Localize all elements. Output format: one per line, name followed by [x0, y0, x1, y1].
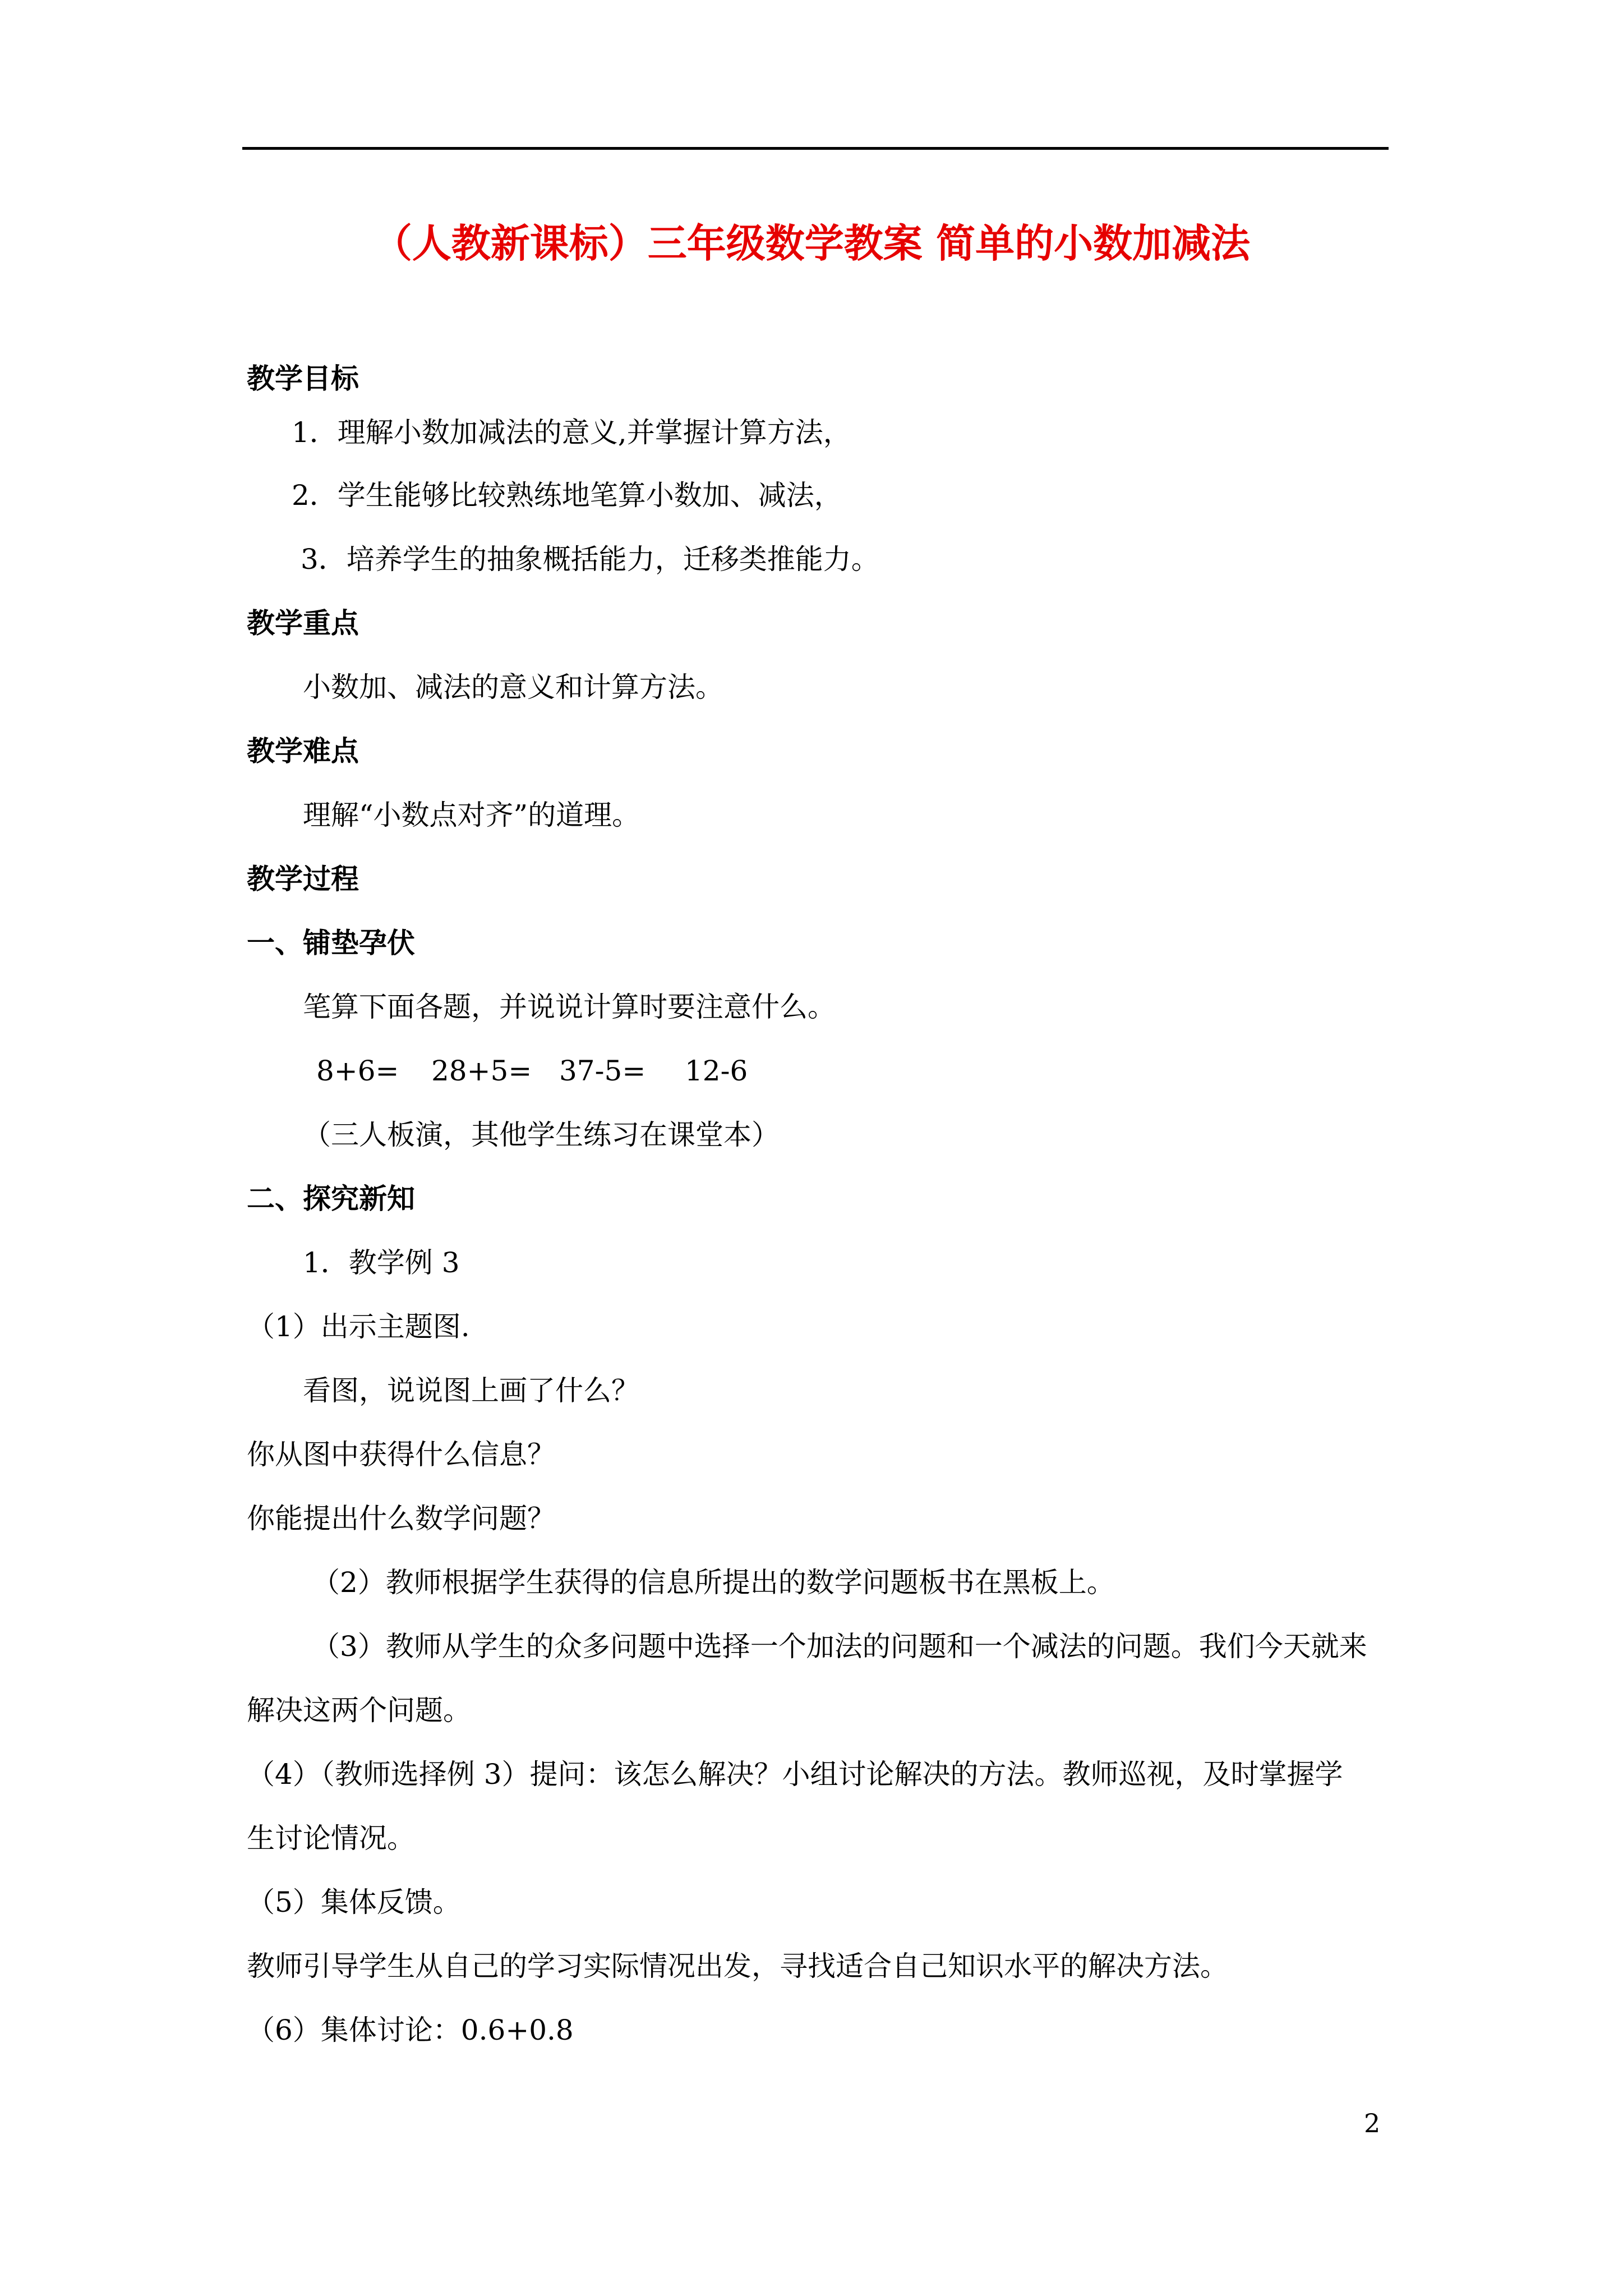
formula-2: 28+5=: [431, 1055, 532, 1087]
page-number: 2: [1364, 2108, 1381, 2138]
goals-heading: 教学目标: [247, 362, 359, 395]
step-5: （5）集体反馈。: [247, 1886, 461, 1918]
step-6: （6）集体讨论：0.6+0.8: [247, 2014, 574, 2046]
step-2: （2）教师根据学生获得的信息所提出的数学问题板书在黑板上。: [312, 1566, 1115, 1599]
process-heading: 教学过程: [247, 862, 359, 895]
part2-heading: 二、探究新知: [247, 1182, 415, 1215]
formula-row: [316, 1053, 748, 1088]
formula-3: 37-5=: [559, 1055, 646, 1087]
step-4-line-2: 生讨论情况。: [247, 1822, 415, 1855]
focus-text: 小数加、减法的意义和计算方法。: [303, 671, 723, 703]
document-title: （人教新课标）三年级数学教案 简单的小数加减法: [372, 220, 1251, 266]
step-1: 1．教学例 3: [303, 1246, 460, 1279]
header-rule: [242, 147, 1389, 150]
step-5-text: 教师引导学生从自己的学习实际情况出发，寻找适合自己知识水平的解决方法。: [247, 1950, 1228, 1982]
difficulty-heading: 教学难点: [247, 734, 359, 767]
step-3-line-2: 解决这两个问题。: [247, 1694, 471, 1727]
question-3: 你能提出什么数学问题？: [247, 1502, 555, 1535]
goal-1: 1．理解小数加减法的意义,并掌握计算方法，: [292, 416, 851, 449]
question-2: 你从图中获得什么信息？: [247, 1438, 555, 1471]
formula-1: 8+6=: [316, 1055, 399, 1087]
step-3-line-1: （3）教师从学生的众多问题中选择一个加法的问题和一个减法的问题。我们今天就来: [312, 1630, 1367, 1663]
formula-4: 12-6: [685, 1055, 748, 1087]
focus-heading: 教学重点: [247, 606, 359, 639]
step-4-line-1: （4）（教师选择例 3）提问：该怎么解决？小组讨论解决的方法。教师巡视，及时掌握学: [247, 1758, 1343, 1791]
part1-heading: 一、铺垫孕伏: [247, 926, 415, 959]
difficulty-text: 理解“小数点对齐”的道理。: [303, 799, 640, 831]
part1-note: （三人板演，其他学生练习在课堂本）: [303, 1119, 780, 1151]
step-1-1: （1）出示主题图.: [247, 1310, 470, 1343]
part1-text: 笔算下面各题，并说说计算时要注意什么。: [303, 991, 836, 1023]
goal-3: 3．培养学生的抽象概括能力，迁移类推能力。: [301, 543, 879, 576]
goal-2: 2．学生能够比较熟练地笔算小数加、减法，: [292, 479, 842, 512]
question-1: 看图，说说图上画了什么？: [303, 1374, 639, 1407]
